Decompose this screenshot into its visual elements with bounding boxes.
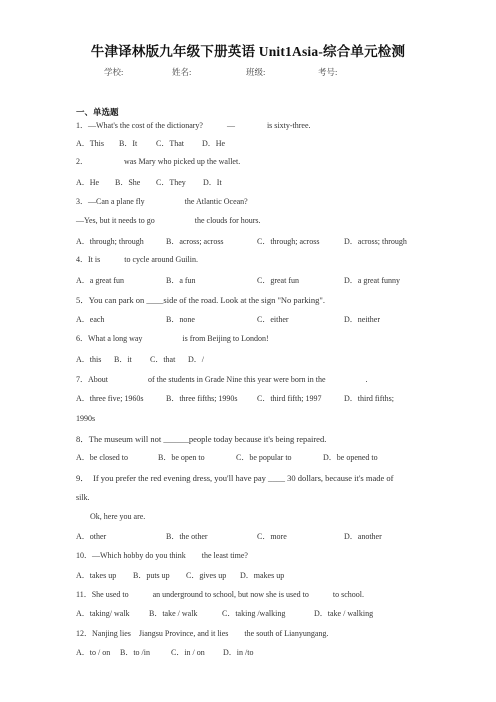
q6-option-d: D．/: [188, 355, 204, 364]
q5-option-a: A．each: [76, 315, 105, 324]
q4-option-d: D．a great funny: [344, 276, 400, 285]
q10-option-a: A．takes up: [76, 571, 117, 580]
q3-option-b: B．across; across: [166, 237, 224, 246]
q5-option-d: D．neither: [344, 315, 380, 324]
q12-option-d: D．in /to: [223, 648, 254, 657]
q12-option-b: B．to /in: [120, 648, 151, 657]
question-4: 4．It is to cycle around Guilin.: [76, 255, 198, 264]
q9-option-d: D．another: [344, 532, 382, 541]
q9-option-a: A．other: [76, 532, 107, 541]
q4-option-b: B．a fun: [166, 276, 196, 285]
q5-option-c: C．either: [257, 315, 289, 324]
question-12: 12．Nanjing lies Jiangsu Province, and it lies the south of Lianyungang.: [76, 629, 329, 638]
exam-number-label: 考号:: [318, 67, 338, 77]
q7-option-c: C．third fifth; 1997: [257, 394, 322, 403]
q8-option-d: D．be opened to: [323, 453, 378, 462]
q7-option-d-continued: 1990s: [76, 414, 96, 423]
q11-option-a: A．taking/ walk: [76, 609, 130, 618]
q6-option-a: A．this: [76, 355, 102, 364]
class-label: 班级:: [246, 67, 266, 77]
q1-option-b: B．It: [119, 139, 138, 148]
q4-option-c: C．great fun: [257, 276, 299, 285]
q11-option-b: B．take / walk: [149, 609, 198, 618]
q7-option-a: A．three five; 1960s: [76, 394, 144, 403]
q11-option-d: D．take / walking: [314, 609, 374, 618]
question-9-response: Ok, here you are.: [90, 512, 146, 521]
q6-option-b: B．it: [114, 355, 132, 364]
q8-option-b: B．be open to: [158, 453, 205, 462]
student-info-row: [0, 66, 496, 78]
q7-option-d: D．third fifths;: [344, 394, 394, 403]
q2-option-a: A．He: [76, 178, 100, 187]
question-9-line-2: silk.: [76, 493, 90, 502]
question-2: 2． was Mary who picked up the wallet.: [76, 157, 241, 166]
q12-option-a: A．to / on: [76, 648, 111, 657]
q5-option-b: B．none: [166, 315, 195, 324]
q12-option-c: C．in / on: [171, 648, 205, 657]
question-9-line-1: 9． If you prefer the red evening dress, you'll have pay ____ 30 dollars, because it's made of: [76, 473, 394, 483]
q11-option-c: C．taking /walking: [222, 609, 286, 618]
q7-option-b: B．three fifths; 1990s: [166, 394, 238, 403]
section-heading: 一、单选题: [76, 107, 119, 117]
q3-option-d: D．across; through: [344, 237, 407, 246]
q1-option-d: D．He: [202, 139, 226, 148]
q1-option-a: A．This: [76, 139, 104, 148]
question-6: 6．What a long way is from Beijing to London!: [76, 334, 269, 343]
question-5: 5．You can park on ____side of the road. Look at the sign "No parking".: [76, 295, 325, 305]
q10-option-c: C．gives up: [186, 571, 227, 580]
q3-option-a: A．through; through: [76, 237, 144, 246]
q10-option-d: D．makes up: [240, 571, 285, 580]
school-label: 学校:: [104, 67, 124, 77]
q9-option-c: C．more: [257, 532, 287, 541]
question-3-line-1: 3．—Can a plane fly the Atlantic Ocean?: [76, 197, 248, 206]
q10-option-b: B．puts up: [133, 571, 170, 580]
q6-option-c: C．that: [150, 355, 176, 364]
question-8: 8．The museum will not ______people today because it's being repaired.: [76, 434, 327, 444]
q9-option-b: B．the other: [166, 532, 208, 541]
q2-option-d: D．It: [203, 178, 222, 187]
q1-option-c: C．That: [156, 139, 184, 148]
name-label: 姓名:: [172, 67, 192, 77]
q8-option-c: C．be popular to: [236, 453, 292, 462]
document-title: 牛津译林版九年级下册英语 Unit1Asia-综合单元检测: [90, 44, 406, 59]
question-10: 10．—Which hobby do you think the least time?: [76, 551, 248, 560]
question-3-line-2: —Yes, but it needs to go the clouds for hours.: [76, 216, 261, 225]
question-1: 1．—What's the cost of the dictionary? — is sixty-three.: [76, 121, 311, 130]
q8-option-a: A．be closed to: [76, 453, 128, 462]
q3-option-c: C．through; across: [257, 237, 320, 246]
q2-option-b: B．She: [115, 178, 141, 187]
question-11: 11．She used to an underground to school, but now she is used to to school.: [76, 590, 364, 599]
q4-option-a: A．a great fun: [76, 276, 124, 285]
question-7: 7．About of the students in Grade Nine this year were born in the .: [76, 375, 368, 384]
q2-option-c: C．They: [156, 178, 186, 187]
